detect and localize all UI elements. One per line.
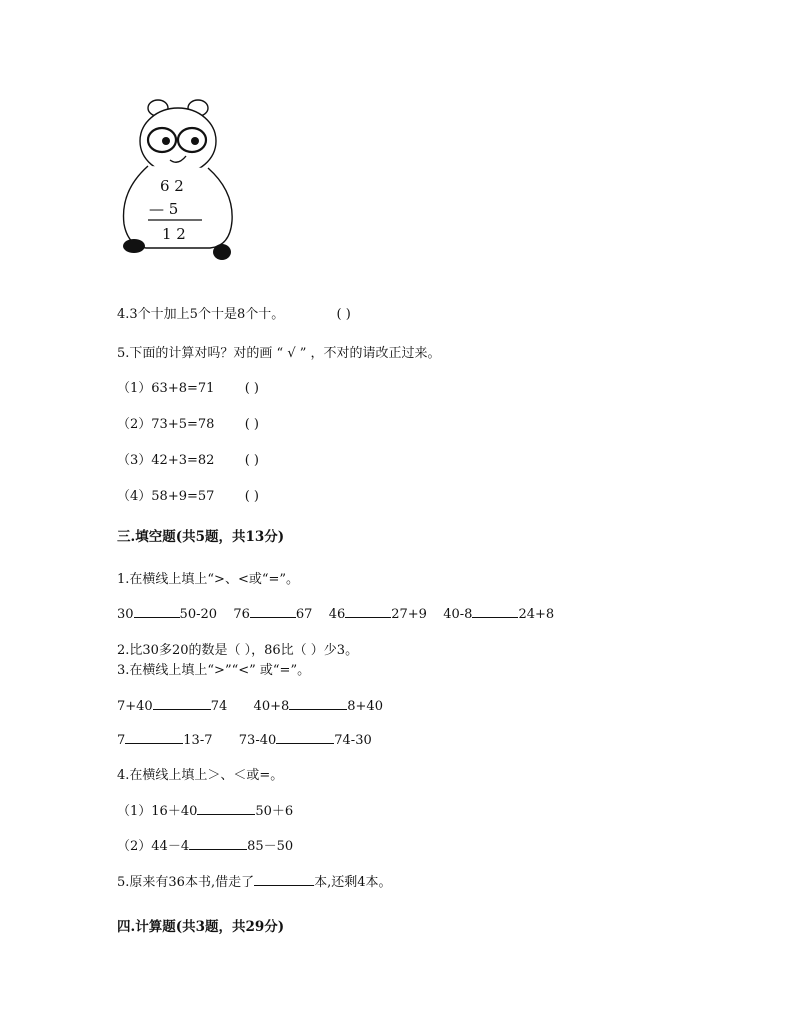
section-3-q1-items xyxy=(117,605,554,622)
answer-paren: ( ) xyxy=(244,381,259,396)
answer-paren: ( ) xyxy=(244,453,259,468)
comparison-left: 44－4 xyxy=(151,839,190,854)
section-3-q2: 2.比30多20的数是（ ），86比（ ）少3。 xyxy=(117,643,359,658)
comparison-right: 74-30 xyxy=(334,733,372,748)
item-expression: 42+3=82 xyxy=(151,453,215,468)
answer-blank[interactable] xyxy=(254,873,314,886)
question-text: 5.原来有36本书,借走了 xyxy=(117,875,255,890)
comparison-left: 46 xyxy=(328,607,346,622)
item-number: （2） xyxy=(117,839,152,854)
item-number: （1） xyxy=(117,804,152,819)
item-number: （4） xyxy=(117,489,152,504)
comparison-left: 7+40 xyxy=(117,699,153,714)
item-expression: 73+5=78 xyxy=(151,417,215,432)
question-4 xyxy=(117,303,351,322)
answer-blank[interactable] xyxy=(134,605,180,618)
answer-blank[interactable] xyxy=(345,605,391,618)
comparison-right: 74 xyxy=(210,699,228,714)
section-3-q4-item xyxy=(117,835,293,854)
section-3-q1-prompt: 1.在横线上填上“>、<或“=”。 xyxy=(117,572,300,587)
answer-blank[interactable] xyxy=(189,837,247,850)
comparison-right: 27+9 xyxy=(391,607,427,622)
figure-top-number: 6 2 xyxy=(160,177,184,195)
answer-blank[interactable] xyxy=(153,697,211,710)
comparison-left: 73-40 xyxy=(238,733,277,748)
answer-blank[interactable] xyxy=(276,731,334,744)
comparison-left: 76 xyxy=(233,607,250,622)
comparison-right: 50＋6 xyxy=(255,804,294,819)
section-3-q3-prompt: 3.在横线上填上“>”“<” 或“=”。 xyxy=(117,663,311,678)
figure-minus-line: — 5 xyxy=(149,200,179,218)
answer-paren: ( ) xyxy=(336,307,351,322)
comparison-left: 16＋40 xyxy=(151,804,198,819)
section-3-q3-row-1 xyxy=(117,697,383,714)
comparison-left: 30 xyxy=(117,607,134,622)
answer-blank[interactable] xyxy=(197,802,255,815)
comparison-left: 40+8 xyxy=(253,699,290,714)
question-4-text: 4.3个十加上5个十是8个十。 xyxy=(117,307,285,322)
comparison-left: 40-8 xyxy=(443,607,473,622)
answer-paren: ( ) xyxy=(244,489,259,504)
question-text: 本,还剩4本。 xyxy=(314,875,392,890)
item-number: （1） xyxy=(117,381,152,396)
section-3-q3-row-2 xyxy=(117,731,372,748)
section-4-title: 四.计算题(共3题，共29分) xyxy=(117,919,285,935)
section-3-q5 xyxy=(117,871,391,890)
item-number: （2） xyxy=(117,417,152,432)
panda-subtraction-figure xyxy=(118,96,236,266)
comparison-right: 24+8 xyxy=(518,607,555,622)
section-3-q4-item xyxy=(117,800,293,819)
section-3-q4-prompt: 4.在横线上填上＞、＜或=。 xyxy=(117,768,284,783)
comparison-left: 7 xyxy=(117,733,126,748)
comparison-right: 67 xyxy=(295,607,313,622)
question-5-item xyxy=(117,413,259,432)
answer-blank[interactable] xyxy=(250,605,296,618)
item-expression: 63+8=71 xyxy=(151,381,215,396)
question-5-prompt: 5.下面的计算对吗？对的画 “ √ ” ，不对的请改正过来。 xyxy=(117,346,441,361)
question-5-item xyxy=(117,449,259,468)
section-3-title: 三.填空题(共5题，共13分) xyxy=(117,529,285,545)
question-5-item xyxy=(117,485,259,504)
comparison-right: 13-7 xyxy=(183,733,213,748)
answer-blank[interactable] xyxy=(472,605,518,618)
comparison-right: 50-20 xyxy=(179,607,218,622)
item-number: （3） xyxy=(117,453,152,468)
answer-blank[interactable] xyxy=(125,731,183,744)
comparison-right: 8+40 xyxy=(347,699,383,714)
figure-result: 1 2 xyxy=(162,225,186,243)
comparison-right: 85－50 xyxy=(247,839,294,854)
answer-blank[interactable] xyxy=(289,697,347,710)
item-expression: 58+9=57 xyxy=(151,489,215,504)
question-5-item xyxy=(117,377,259,396)
answer-paren: ( ) xyxy=(244,417,259,432)
